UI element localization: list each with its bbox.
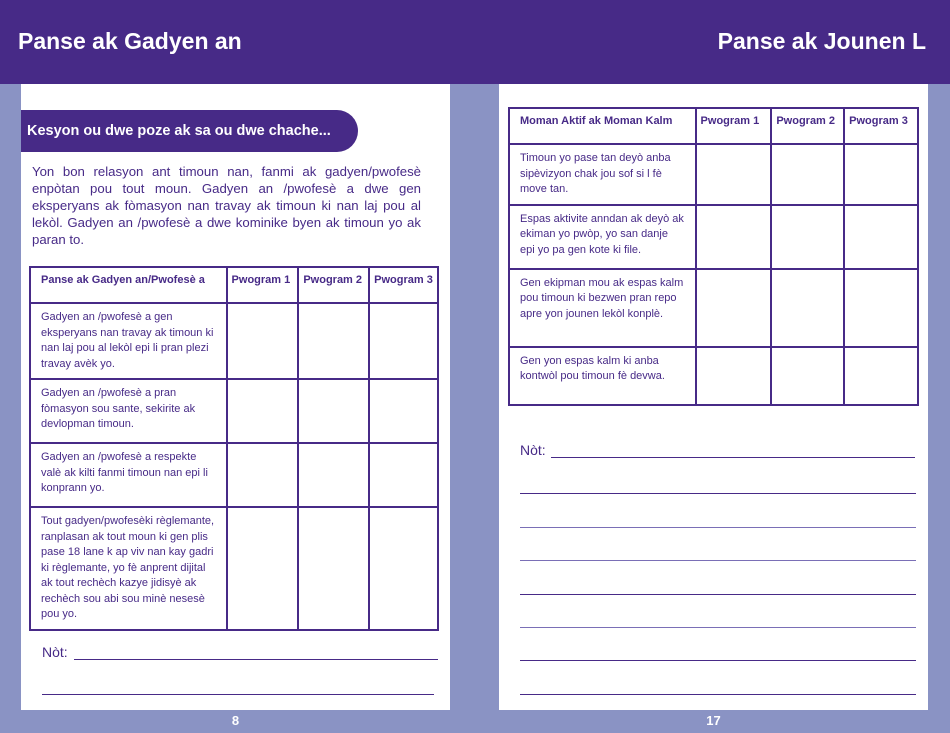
note-line[interactable] [520, 527, 916, 528]
program-3-check-cell[interactable] [844, 205, 918, 269]
program-3-check-cell[interactable] [369, 443, 438, 507]
program-1-check-cell[interactable] [696, 205, 772, 269]
note-line[interactable] [520, 594, 916, 595]
criterion-cell: Gadyen an /pwofesè a gen eksperyans nan travay ak timoun ki nan laj pou al lekòl epi li pran plezi travay avèk yo. [30, 303, 227, 379]
table-row [30, 303, 438, 379]
program-1-check-cell[interactable] [227, 303, 299, 379]
page-number: 17 [499, 710, 928, 733]
note-line[interactable] [74, 659, 438, 660]
program-1-check-cell[interactable] [227, 507, 299, 630]
program-1-check-cell[interactable] [696, 269, 772, 347]
program-2-check-cell[interactable] [771, 269, 844, 347]
program-2-check-cell[interactable] [298, 507, 369, 630]
note-line[interactable] [551, 457, 915, 458]
intro-paragraph: Yon bon relasyon ant timoun nan, fanmi ak gadyen/pwofesè enpòtan pou tout moun. Gadyen an /pwofesè a dwe gen eksperyans ak fòmasyon nan travay ak timoun ki nan laj pou al lekòl. Gadyen an /pwofesè a dwe kominike byen ak timoun yo ak paran to. [32, 164, 421, 247]
program-3-check-cell[interactable] [844, 269, 918, 347]
note-label: Nòt: [520, 442, 546, 458]
note-line[interactable] [520, 694, 916, 695]
table-header-row [30, 267, 438, 303]
program-1-check-cell[interactable] [227, 379, 299, 443]
criterion-cell: Espas aktivite anndan ak deyò ak ekiman yo pwòp, yo san danje epi yo pa gen kote ki file. [509, 205, 696, 269]
table-row [509, 347, 918, 405]
right-page-title: Panse ak Jounen L [717, 28, 926, 54]
program-1-check-cell[interactable] [227, 443, 299, 507]
column-header: Pwogram 3 [369, 267, 438, 303]
note-line[interactable] [520, 660, 916, 661]
table-header-row [509, 108, 918, 144]
program-3-check-cell[interactable] [369, 303, 438, 379]
column-header: Pwogram 3 [844, 108, 918, 144]
left-page-title: Panse ak Gadyen an [18, 28, 242, 54]
criterion-cell: Gadyen an /pwofesè a pran fòmasyon sou sante, sekirite ak devlopman timoun. [30, 379, 227, 443]
program-3-check-cell[interactable] [369, 379, 438, 443]
column-header: Pwogram 1 [227, 267, 299, 303]
table-row [509, 144, 918, 205]
note-line[interactable] [520, 560, 916, 561]
program-2-check-cell[interactable] [771, 347, 844, 405]
program-3-check-cell[interactable] [844, 347, 918, 405]
note-line[interactable] [42, 694, 434, 695]
caregiver-checklist-table [29, 266, 439, 631]
program-3-check-cell[interactable] [369, 507, 438, 630]
page-number: 8 [21, 710, 450, 733]
program-2-check-cell[interactable] [771, 205, 844, 269]
program-2-check-cell[interactable] [298, 379, 369, 443]
program-2-check-cell[interactable] [298, 303, 369, 379]
program-1-check-cell[interactable] [696, 347, 772, 405]
table-row [30, 379, 438, 443]
note-line[interactable] [520, 627, 916, 628]
table-row [509, 205, 918, 269]
criterion-cell: Gen ekipman mou ak espas kalm pou timoun ki bezwen pran repo apre yon jounen lekòl konplè. [509, 269, 696, 347]
column-header: Pwogram 1 [696, 108, 772, 144]
table-row [509, 269, 918, 347]
column-header: Pwogram 2 [771, 108, 844, 144]
program-2-check-cell[interactable] [298, 443, 369, 507]
program-1-check-cell[interactable] [696, 144, 772, 205]
criterion-cell: Gen yon espas kalm ki anba kontwòl pou timoun fè devwa. [509, 347, 696, 405]
criterion-cell: Timoun yo pase tan deyò anba sipèvizyon chak jou sof si l fè move tan. [509, 144, 696, 205]
program-2-check-cell[interactable] [771, 144, 844, 205]
active-calm-checklist-table [508, 107, 919, 406]
column-header: Pwogram 2 [298, 267, 369, 303]
program-3-check-cell[interactable] [844, 144, 918, 205]
criterion-cell: Tout gadyen/pwofesèki règlemante, ranplasan ak tout moun ki gen plis pase 18 lane k ap viv nan kay gadri ki règlemante, yo fè anprent dijital ak tout rechèch kazye jidisyè ak rechèch sou abi sou minè nesesè pou yo. [30, 507, 227, 630]
note-label: Nòt: [42, 644, 68, 660]
section-heading: Kesyon ou dwe poze ak sa ou dwe chache... [21, 110, 358, 152]
note-line[interactable] [520, 493, 916, 494]
criterion-cell: Gadyen an /pwofesè a respekte valè ak kilti fanmi timoun nan epi li konprann yo. [30, 443, 227, 507]
table-row [30, 507, 438, 630]
header-bar [0, 0, 950, 84]
column-header: Moman Aktif ak Moman Kalm [509, 108, 696, 144]
column-header: Panse ak Gadyen an/Pwofesè a [30, 267, 227, 303]
table-row [30, 443, 438, 507]
